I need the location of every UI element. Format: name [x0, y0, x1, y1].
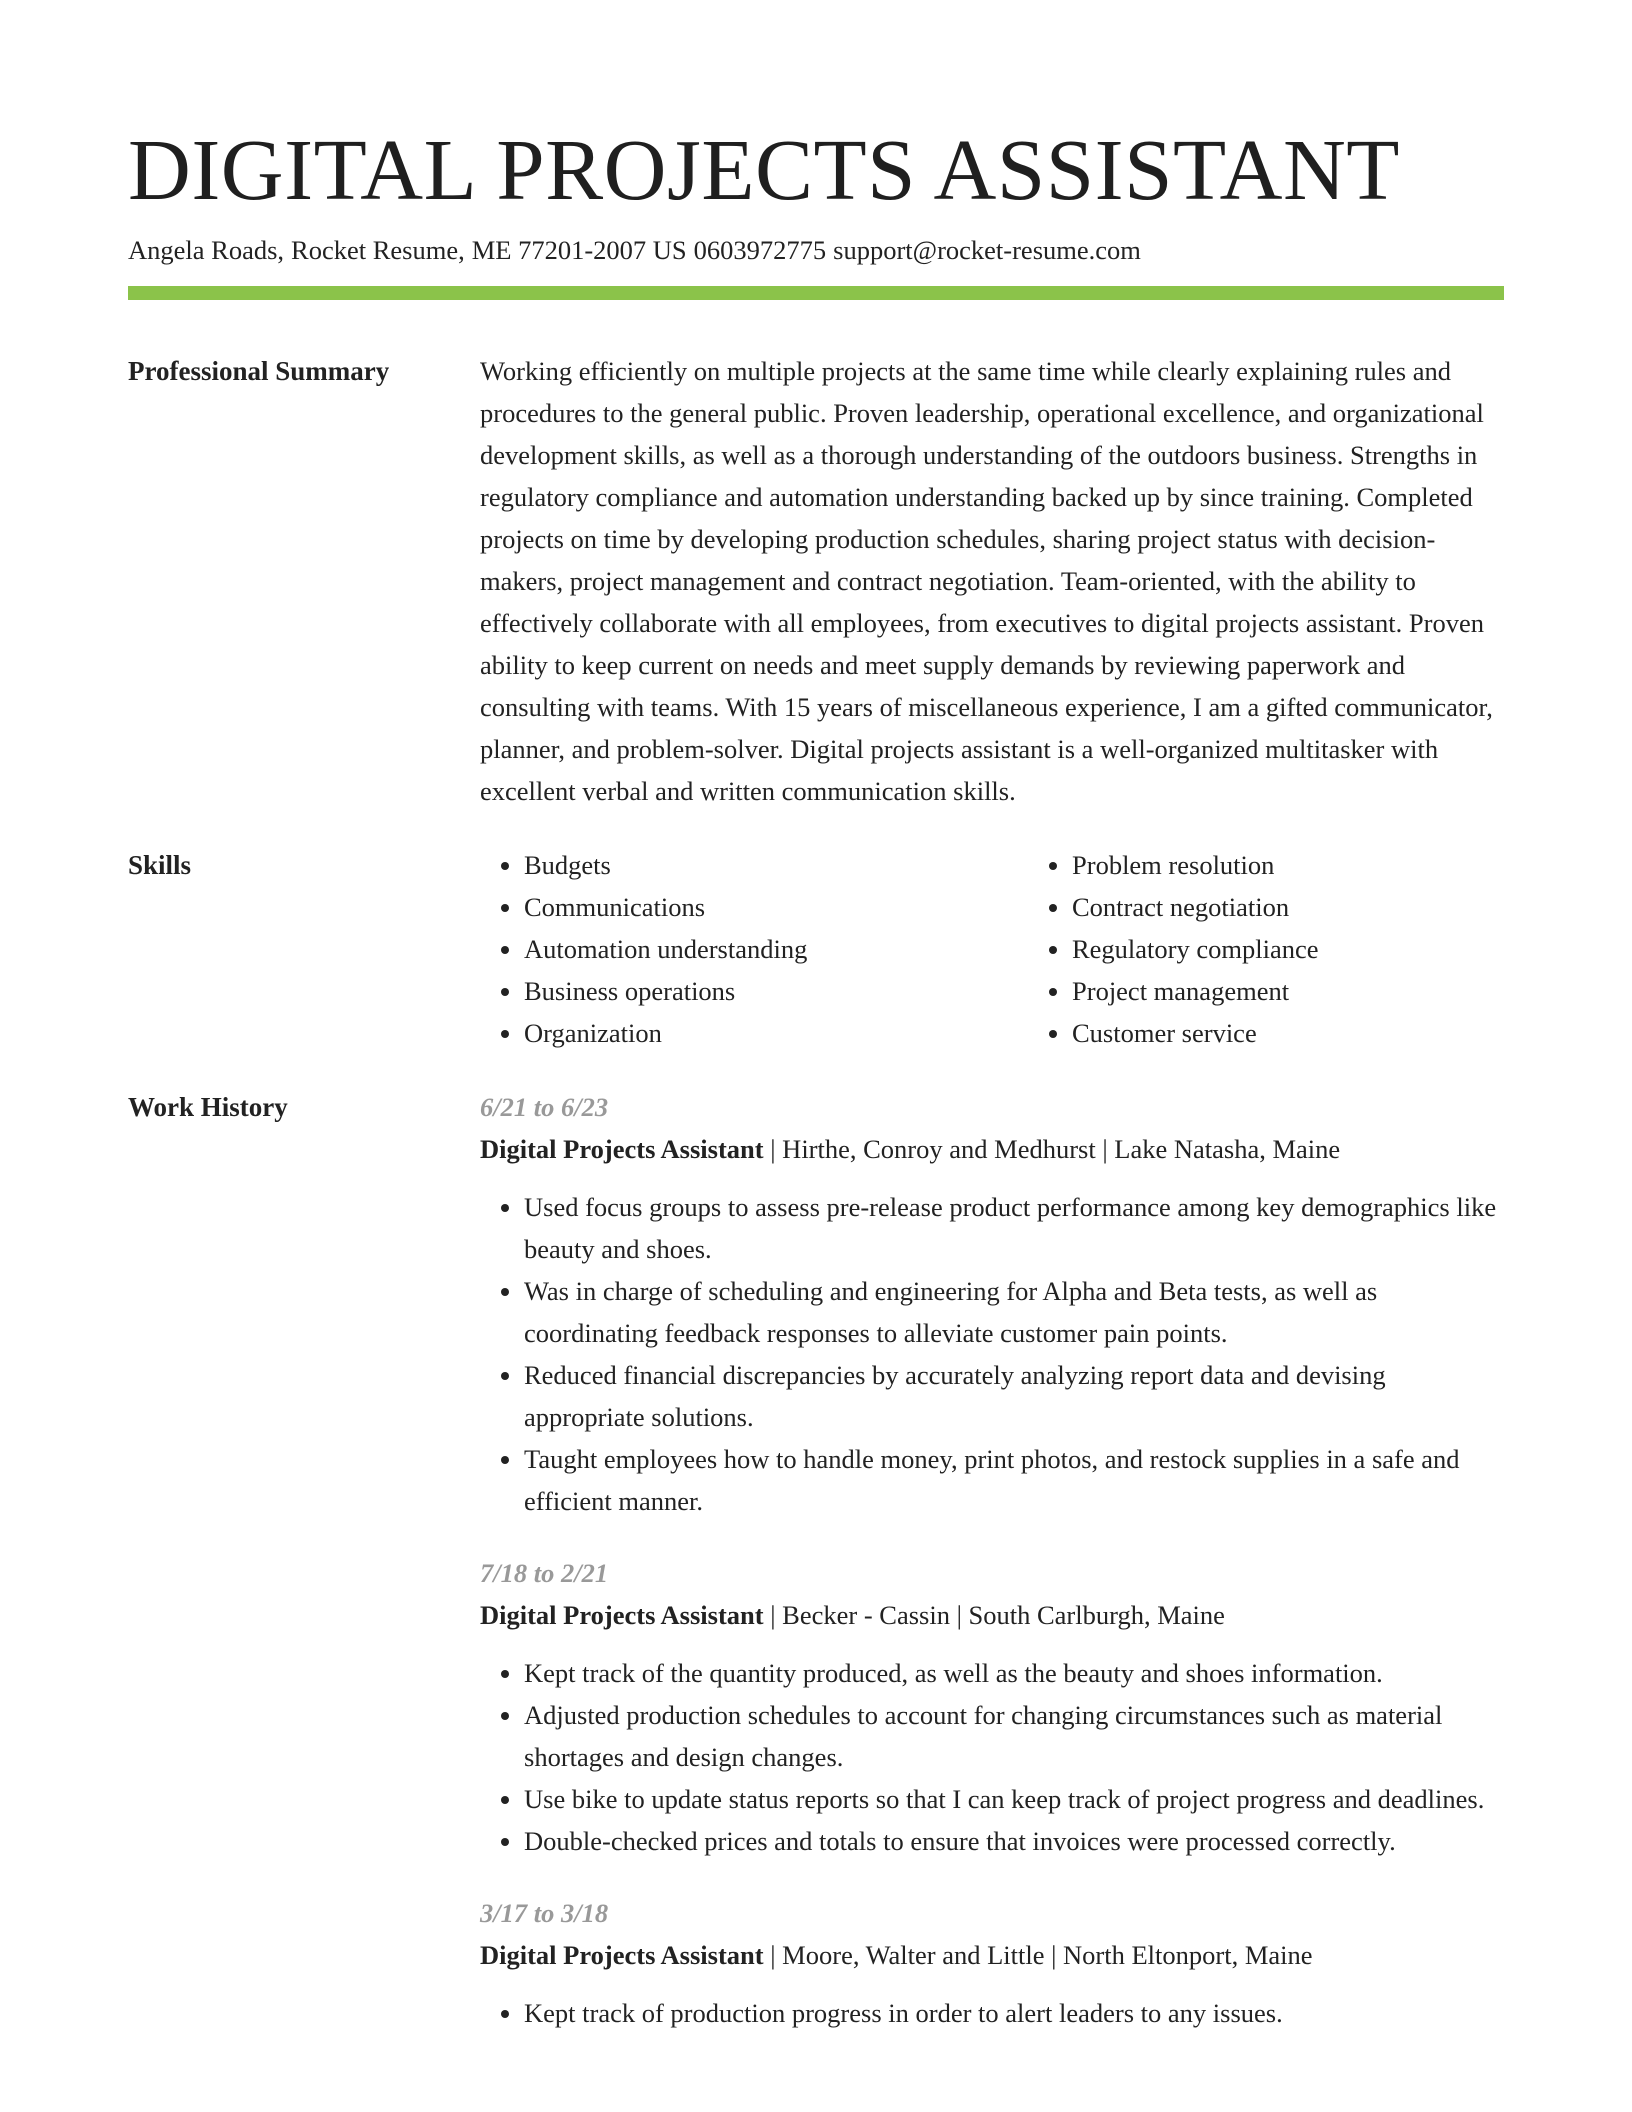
- summary-text: Working efficiently on multiple projects at the same time while clearly explaining rules and procedures to the general public. Proven leadership, operational excellence, and organizational development skills, as well as a thorough understanding of the outdoors business. Strengths in regulatory compliance and automation understanding backed up by since training. Completed projects on time by developing production schedules, sharing project status with decision-makers, project management and contract negotiation. Team-oriented, with the ability to effectively collaborate with all employees, from executives to digital projects assistant. Proven ability to keep current on needs and meet supply demands by reviewing paperwork and consulting with teams. With 15 years of miscellaneous experience, I am a gifted communicator, planner, and problem-solver. Digital projects assistant is a well-organized multitasker with excellent verbal and written communication skills.: [480, 356, 1493, 806]
- skills-list-left: [480, 844, 1028, 1054]
- skill-item: • Business operations: [524, 970, 1028, 1012]
- job-details: | Hirthe, Conroy and Medhurst | Lake Natasha, Maine: [763, 1134, 1341, 1164]
- job-header: [480, 1934, 1504, 1976]
- contact-name: Angela Roads,: [128, 235, 285, 265]
- summary-body: [480, 350, 1504, 812]
- job-header: [480, 1128, 1504, 1170]
- skill-item: • Contract negotiation: [1072, 886, 1576, 928]
- job-title: Digital Projects Assistant: [480, 1134, 764, 1164]
- work-history-section: [128, 1086, 1504, 2064]
- skill-item: • Budgets: [524, 844, 1028, 886]
- skill-item: • Project management: [1072, 970, 1576, 1012]
- contact-company: Rocket Resume,: [291, 235, 465, 265]
- job-details: | Becker - Cassin | South Carlburgh, Maine: [763, 1600, 1225, 1630]
- skill-item: • Communications: [524, 886, 1028, 928]
- job-bullet: • Reduced financial discrepancies by accurately analyzing report data and devising appropriate solutions.: [524, 1354, 1504, 1438]
- skill-item: • Organization: [524, 1012, 1028, 1054]
- resume-title: DIGITAL PROJECTS ASSISTANT: [128, 121, 1400, 218]
- skills-list-right: [1028, 844, 1576, 1054]
- job-title: Digital Projects Assistant: [480, 1600, 764, 1630]
- skill-item: • Regulatory compliance: [1072, 928, 1576, 970]
- skills-grid: [480, 844, 1576, 1054]
- job-bullet-list: [480, 1652, 1504, 1862]
- job-bullet: • Kept track of production progress in order to alert leaders to any issues.: [524, 1992, 1504, 2034]
- job-dates: 7/18 to 2/21: [480, 1558, 609, 1588]
- job-header: [480, 1594, 1504, 1636]
- work-history-body: [480, 1086, 1504, 2064]
- contact-email[interactable]: support@rocket-resume.com: [833, 235, 1141, 265]
- job-dates: 3/17 to 3/18: [480, 1898, 609, 1928]
- contact-line: [128, 232, 1504, 268]
- job-bullet: • Double-checked prices and totals to ensure that invoices were processed correctly.: [524, 1820, 1504, 1862]
- job-bullet-list: [480, 1186, 1504, 1522]
- job-bullet: • Adjusted production schedules to account for changing circumstances such as material shortages and design changes.: [524, 1694, 1504, 1778]
- job-dates: 6/21 to 6/23: [480, 1092, 609, 1122]
- resume-page: [128, 0, 1504, 2064]
- job-bullet: • Use bike to update status reports so that I can keep track of project progress and deadlines.: [524, 1778, 1504, 1820]
- job-bullet: • Was in charge of scheduling and engineering for Alpha and Beta tests, as well as coordinating feedback responses to alleviate customer pain points.: [524, 1270, 1504, 1354]
- contact-phone: 0603972775: [693, 235, 827, 265]
- job-entry: [480, 1086, 1504, 1522]
- job-bullet: • Used focus groups to assess pre-release product performance among key demographics like beauty and shoes.: [524, 1186, 1504, 1270]
- summary-heading: Professional Summary: [128, 356, 390, 386]
- skill-item: • Problem resolution: [1072, 844, 1576, 886]
- skills-heading: Skills: [128, 850, 192, 880]
- job-bullet: • Taught employees how to handle money, print photos, and restock supplies in a safe and efficient manner.: [524, 1438, 1504, 1522]
- job-title: Digital Projects Assistant: [480, 1940, 764, 1970]
- job-details: | Moore, Walter and Little | North Eltonport, Maine: [763, 1940, 1313, 1970]
- job-entry: [480, 1892, 1504, 2034]
- header-accent-divider: [128, 286, 1504, 300]
- job-bullet: • Kept track of the quantity produced, as well as the beauty and shoes information.: [524, 1652, 1504, 1694]
- job-entry: [480, 1552, 1504, 1862]
- skill-item: • Automation understanding: [524, 928, 1028, 970]
- work-history-heading: Work History: [128, 1092, 288, 1122]
- skill-item: • Customer service: [1072, 1012, 1576, 1054]
- skills-section: [128, 844, 1504, 1054]
- contact-location: ME 77201-2007 US: [471, 235, 687, 265]
- job-bullet-list: [480, 1992, 1504, 2034]
- summary-section: [128, 350, 1504, 812]
